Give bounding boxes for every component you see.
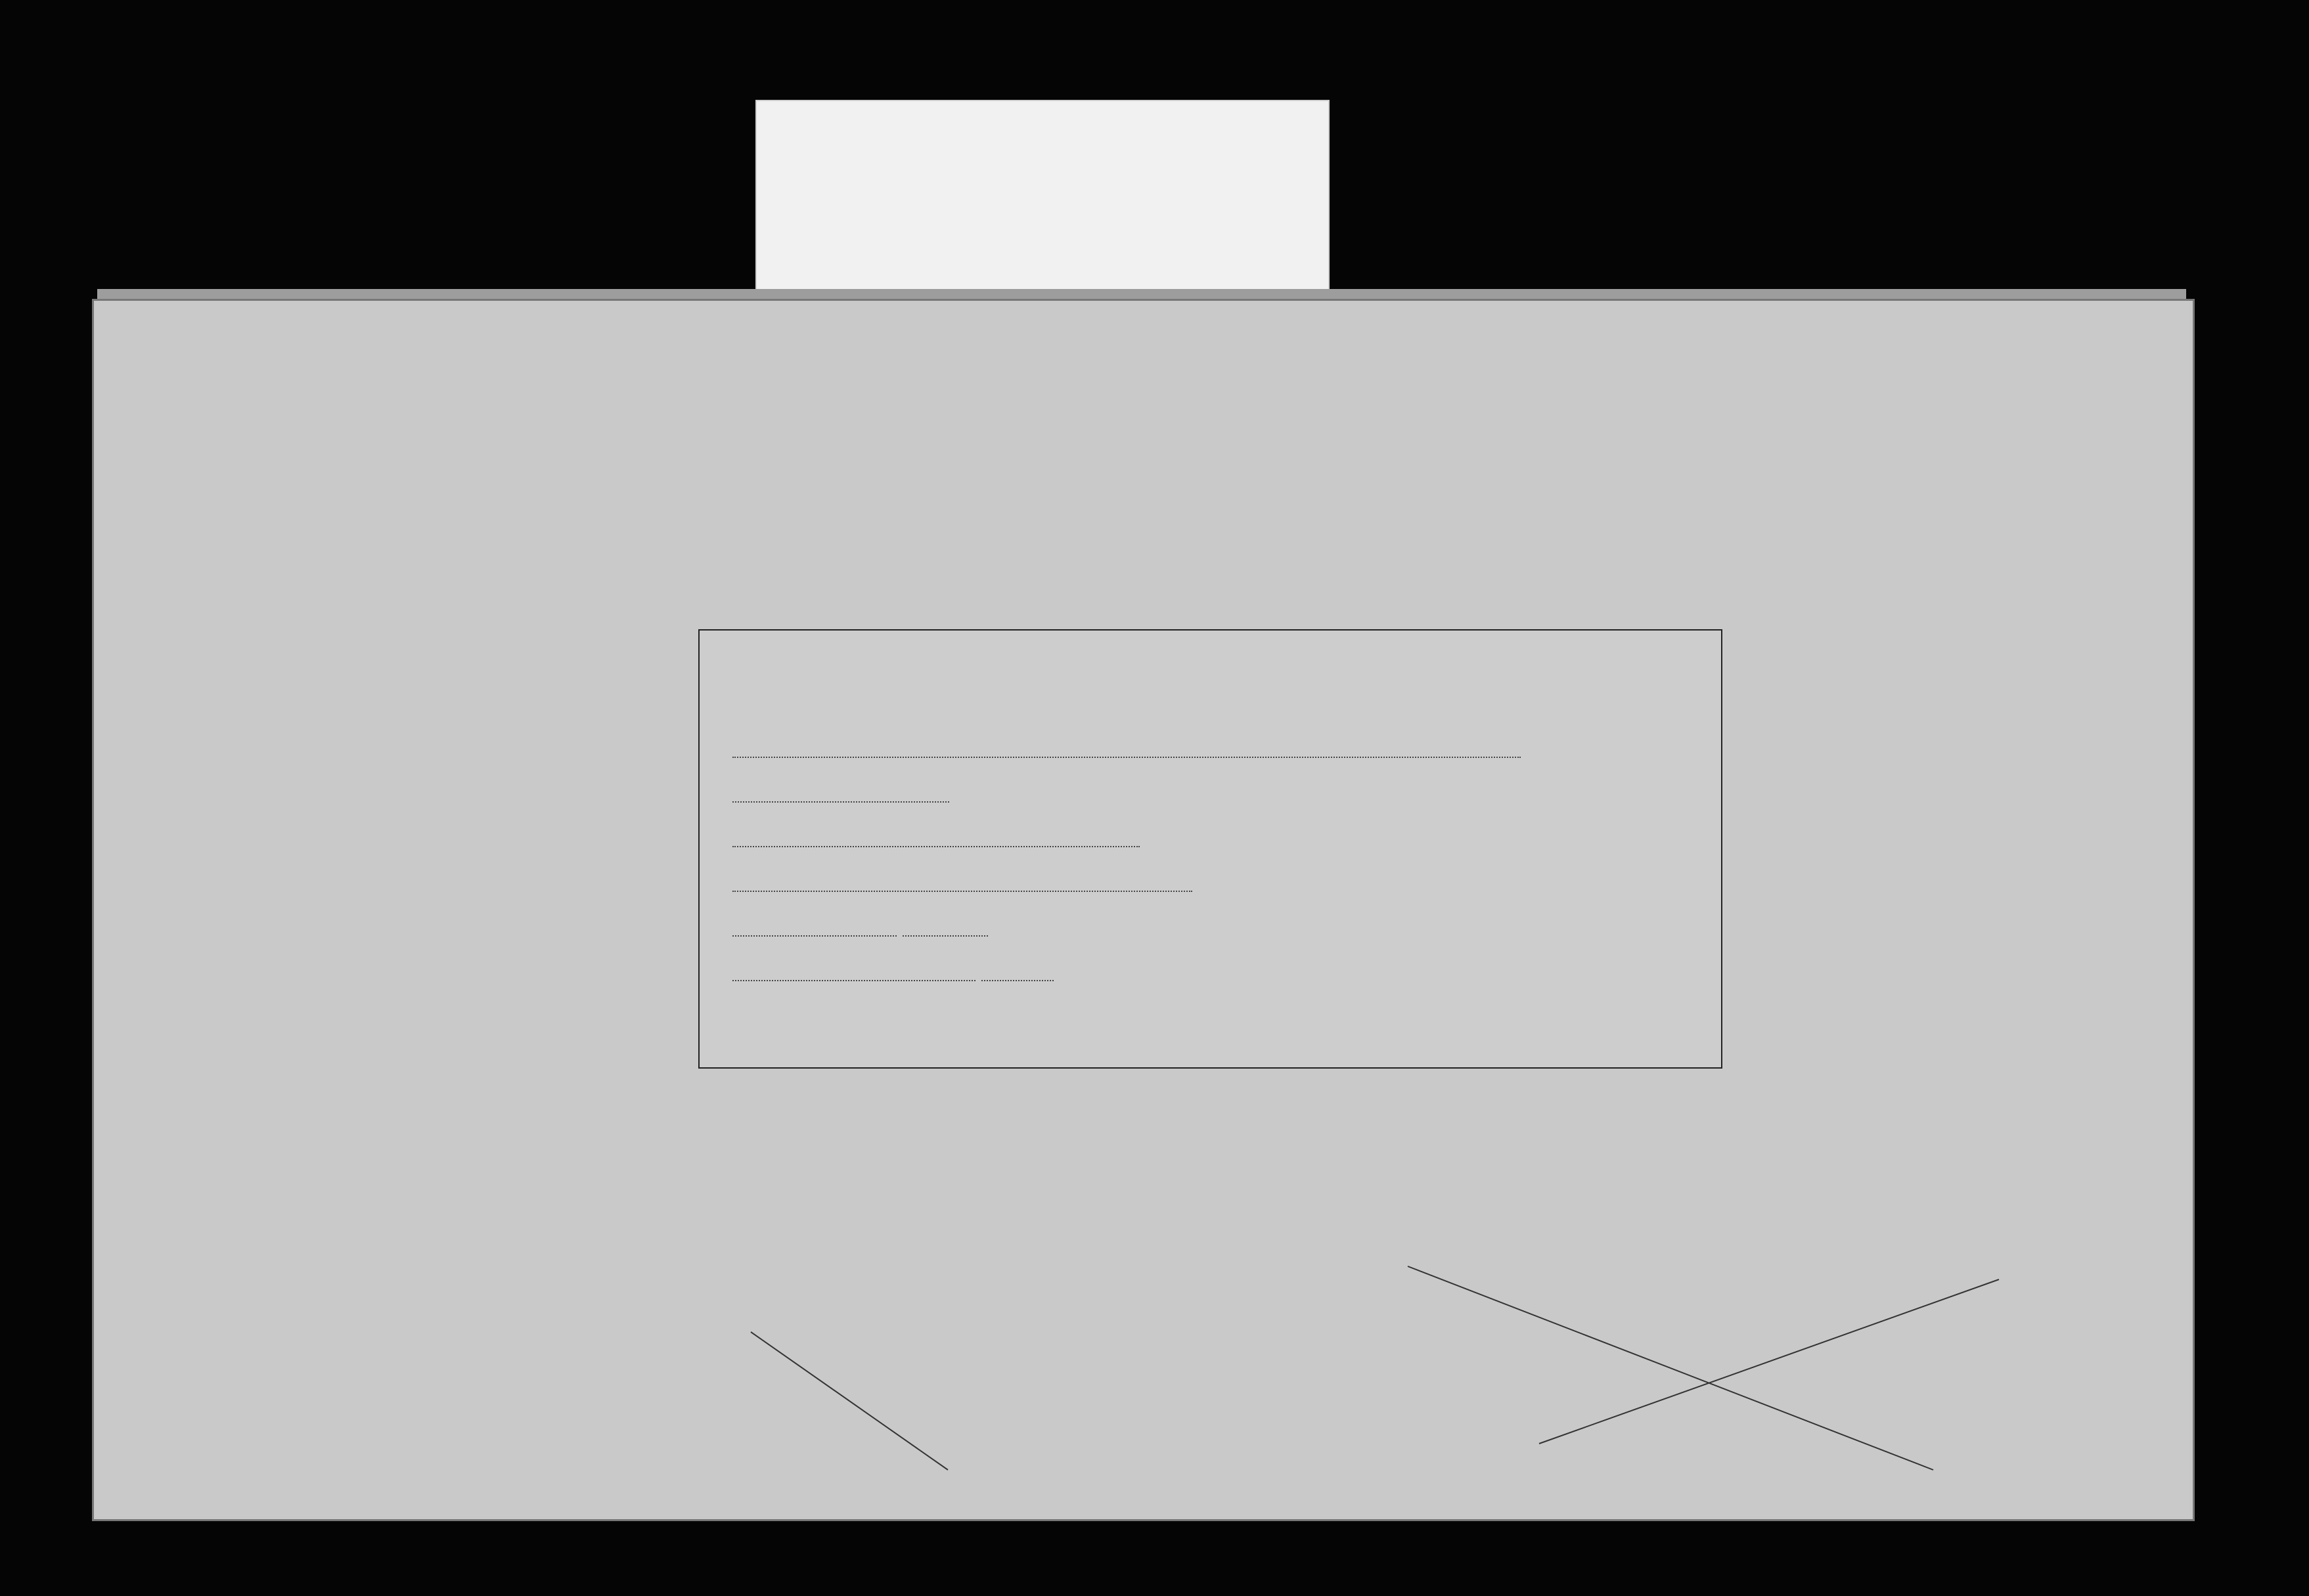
private-line-2: [732, 745, 1521, 766]
crop-area-table: [94, 321, 2193, 629]
soiled-document-stamp: [755, 100, 1330, 299]
census-form-page: [92, 299, 2195, 1521]
middle-section: [94, 629, 2193, 1076]
private-line-6: [732, 924, 988, 944]
private-line-7: [732, 969, 1054, 989]
cross-out-lines: [94, 1076, 2193, 1519]
row-label-rented: [132, 412, 309, 450]
private-line-5: [732, 879, 1192, 900]
private-line-3: [732, 790, 949, 810]
private-line-4: [732, 835, 1140, 855]
private-farm-box: [698, 629, 1722, 1069]
lease-table: [94, 1076, 2193, 1519]
